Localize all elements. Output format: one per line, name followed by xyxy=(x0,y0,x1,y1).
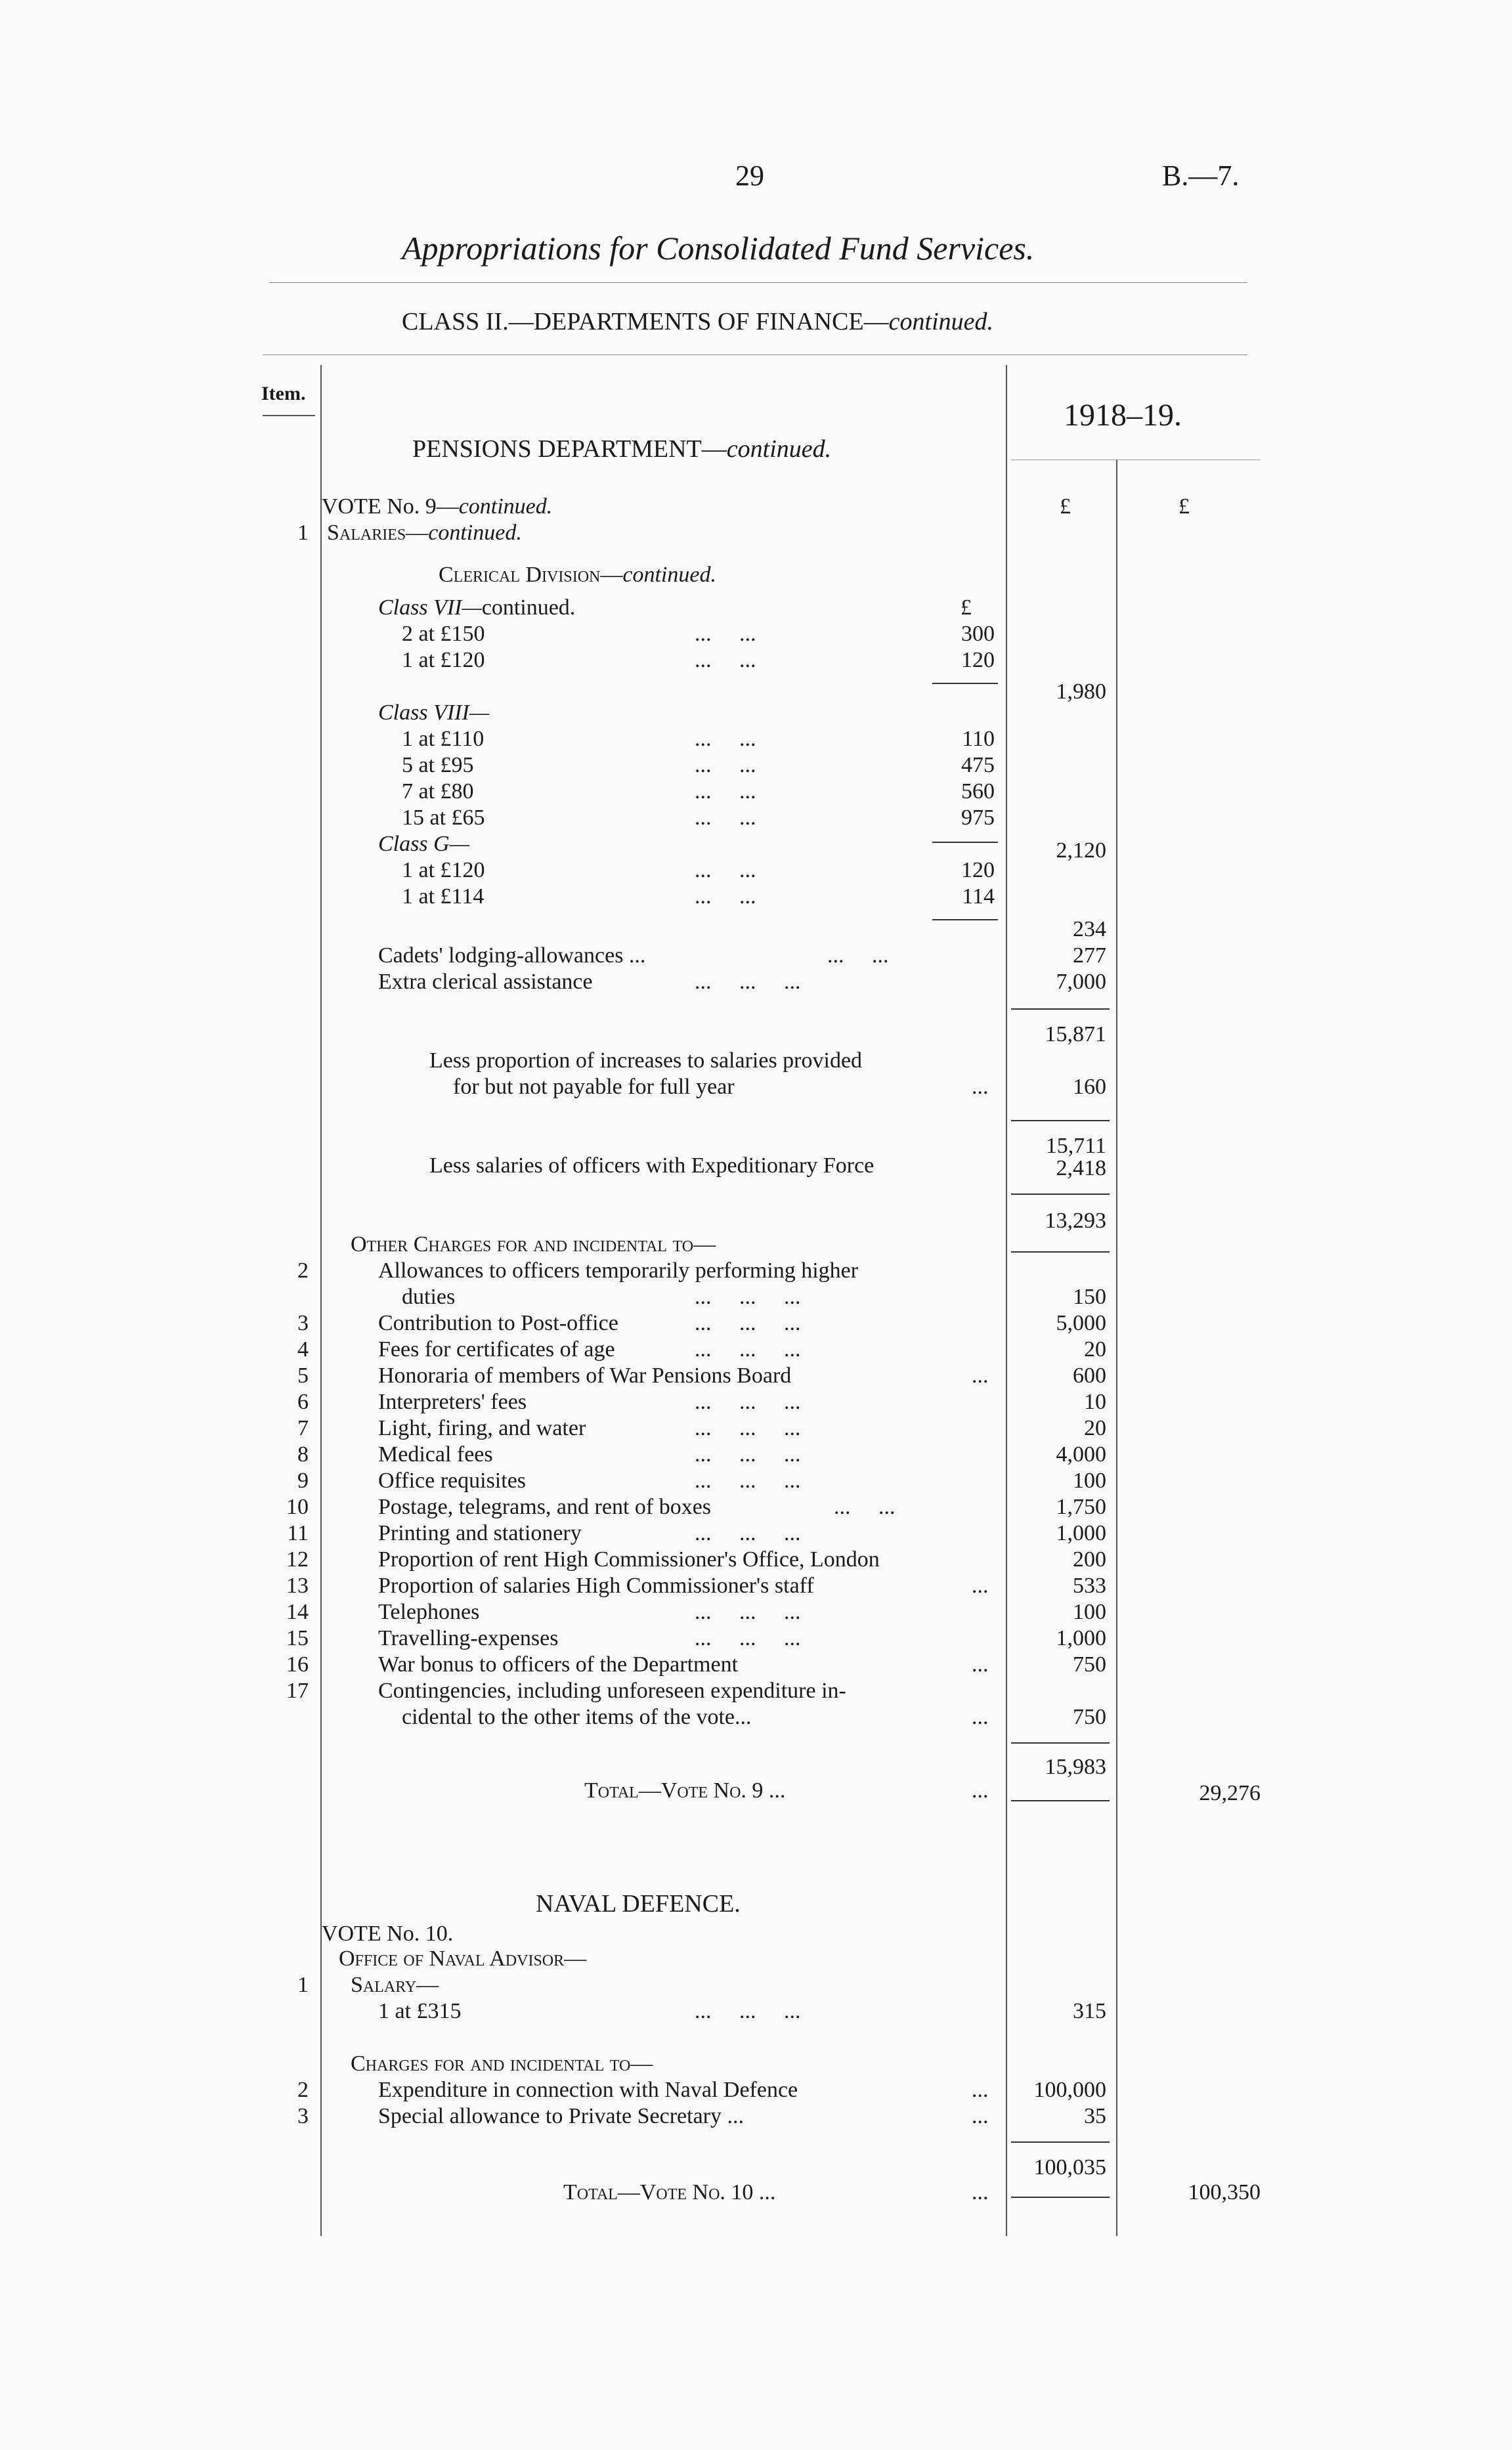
class-viii-total: 2,120 xyxy=(1056,838,1106,863)
row-amount: 315 xyxy=(1073,1999,1106,2023)
row-amount: 277 xyxy=(1073,943,1106,968)
row-label: 1 at £114 xyxy=(402,884,485,909)
vote10-total-label xyxy=(563,2180,775,2206)
row-label: 5 at £95 xyxy=(402,753,474,777)
row-amount: 750 xyxy=(1073,1652,1106,1677)
subtotal-1: 15,871 xyxy=(1045,1022,1106,1046)
row-label: 15 at £65 xyxy=(402,806,485,830)
row-dots: ... ... xyxy=(695,622,756,646)
row-amount: 300 xyxy=(961,622,995,646)
row-dots: ... ... xyxy=(827,943,889,968)
vote9-title-suffix: continued. xyxy=(458,494,553,519)
class-line-main: CLASS II.—DEPARTMENTS OF FINANCE— xyxy=(402,308,889,335)
item-number: 2 xyxy=(297,1258,309,1283)
row-amount: 20 xyxy=(1084,1337,1106,1362)
row-label-continued: duties xyxy=(402,1285,456,1309)
vote10-total-text: Total—Vote No. 10 ... xyxy=(563,2180,776,2204)
row-label: 1 at £120 xyxy=(402,648,485,672)
department-heading-suffix: continued. xyxy=(726,435,832,463)
row-amount: 1,000 xyxy=(1056,1521,1106,1545)
row-label-continued: cidental to the other items of the vote... xyxy=(402,1705,752,1729)
item-number: 9 xyxy=(297,1469,309,1493)
clerical-division-heading xyxy=(439,562,716,588)
class-vii-rule xyxy=(932,683,998,684)
row-amount: 100,000 xyxy=(1033,2078,1106,2102)
item-number: 3 xyxy=(297,2104,309,2128)
row-label: Postage, telegrams, and rent of boxes xyxy=(378,1495,712,1519)
vote9-total-dots: ... xyxy=(972,1778,989,1803)
less-increases-line1: Less proportion of increases to salaries provided xyxy=(429,1048,863,1073)
row-label: Extra clerical assistance xyxy=(378,970,593,994)
amount-column-divider-1 xyxy=(1006,365,1007,2236)
row-dots: ... ... ... xyxy=(695,1626,801,1650)
class-g-rule xyxy=(932,919,998,920)
row-label: 7 at £80 xyxy=(402,779,474,804)
salaries-heading-suffix: continued. xyxy=(428,521,522,545)
class-g-total: 234 xyxy=(1073,917,1106,941)
row-label: Fees for certificates of age xyxy=(378,1337,615,1362)
item-column-header: Item. xyxy=(261,383,306,404)
salaries-heading xyxy=(327,520,522,546)
item-number: 14 xyxy=(286,1600,309,1624)
row-amount: 150 xyxy=(1073,1285,1106,1309)
item-number: 8 xyxy=(297,1442,309,1467)
clerical-division-main: Clerical Division— xyxy=(439,563,623,587)
less-expeditionary-label: Less salaries of officers with Expeditionary Force xyxy=(429,1153,875,1178)
row-dots: ... xyxy=(972,2078,989,2102)
row-amount: 560 xyxy=(961,779,995,804)
row-label: Proportion of salaries High Commissioner's staff xyxy=(378,1574,814,1598)
class-line xyxy=(402,309,993,335)
item-number: 17 xyxy=(286,1679,309,1703)
row-label: Proportion of rent High Commissioner's Office, London xyxy=(378,1547,880,1572)
item-number: 10 xyxy=(286,1495,309,1519)
row-dots: ... xyxy=(972,1364,989,1388)
row-dots: ... ... xyxy=(695,858,756,882)
item-number: 1 xyxy=(297,1973,309,1997)
class-vii-total: 1,980 xyxy=(1056,679,1106,704)
naval-charges-total-underline xyxy=(1011,2197,1110,2198)
charges-total-rule xyxy=(1011,1742,1110,1744)
currency-symbol-total: £ xyxy=(1178,494,1190,519)
office-naval-advisor: Office of Naval Advisor— xyxy=(339,1946,587,1971)
row-dots: ... xyxy=(972,1652,989,1677)
naval-charges-total: 100,035 xyxy=(1033,2155,1106,2180)
class-viii-rule xyxy=(932,842,998,843)
subtotal1-rule xyxy=(1011,1008,1110,1010)
currency-symbol-subdetail: £ xyxy=(961,595,972,620)
row-amount: 533 xyxy=(1073,1574,1106,1598)
amount-column-divider-2 xyxy=(1116,460,1117,2236)
row-label: Telephones xyxy=(378,1600,480,1624)
subtotal3-rule xyxy=(1011,1193,1110,1195)
row-dots: ... ... ... xyxy=(695,1311,801,1335)
year-heading: 1918–19. xyxy=(1064,398,1182,433)
less-increases-line2: for but not payable for full year xyxy=(453,1075,735,1099)
item-number: 2 xyxy=(297,2078,309,2102)
row-amount: 975 xyxy=(961,806,995,830)
row-label: Expenditure in connection with Naval Defence xyxy=(378,2078,798,2102)
clerical-division-suffix: continued. xyxy=(622,563,716,587)
row-label: 1 at £110 xyxy=(402,727,485,751)
naval-charges-heading: Charges for and incidental to— xyxy=(351,2052,653,2076)
salaries-heading-main: Salaries— xyxy=(327,521,429,545)
row-label: Travelling-expenses xyxy=(378,1626,559,1650)
row-label: Honoraria of members of War Pensions Board xyxy=(378,1364,792,1388)
row-label: Printing and stationery xyxy=(378,1521,582,1545)
row-dots: ... ... ... xyxy=(695,1416,801,1440)
row-label: Allowances to officers temporarily performing higher xyxy=(378,1258,859,1283)
row-amount: 750 xyxy=(1073,1705,1106,1729)
document-code: B.—7. xyxy=(1162,160,1240,192)
vote9-title-main: VOTE No. 9— xyxy=(322,494,459,519)
item-number: 15 xyxy=(286,1626,309,1650)
row-label: 2 at £150 xyxy=(402,622,485,646)
subtotal-2: 15,711 xyxy=(1045,1134,1106,1158)
page-number: 29 xyxy=(735,160,764,192)
item-number: 16 xyxy=(286,1652,309,1677)
row-dots: ... xyxy=(972,1574,989,1598)
row-dots: ... ... ... xyxy=(695,1390,801,1414)
item-number: 12 xyxy=(286,1547,309,1572)
row-amount: 5,000 xyxy=(1056,1311,1106,1335)
item-number: 4 xyxy=(297,1337,309,1362)
subtotal2-rule xyxy=(1011,1120,1110,1121)
row-label: Light, firing, and water xyxy=(378,1416,586,1440)
subtotal-3: 13,293 xyxy=(1045,1209,1106,1233)
item-number: 1 xyxy=(297,521,309,545)
vote9-total-text: Total—Vote No. 9 ... xyxy=(584,1778,786,1803)
row-label: 1 at £120 xyxy=(402,858,485,882)
row-dots: ... ... xyxy=(695,648,756,672)
row-amount: 10 xyxy=(1084,1390,1106,1414)
department-heading xyxy=(412,436,831,462)
row-amount: 200 xyxy=(1073,1547,1106,1572)
item-number: 5 xyxy=(297,1364,309,1388)
page-title: Appropriations for Consolidated Fund Services. xyxy=(402,230,1035,267)
row-label: Interpreters' fees xyxy=(378,1390,527,1414)
row-amount: 600 xyxy=(1073,1364,1106,1388)
item-number: 3 xyxy=(297,1311,309,1335)
row-dots: ... ... ... xyxy=(695,1521,801,1545)
naval-salary-heading: Salary— xyxy=(351,1973,439,1997)
class-line-suffix: continued. xyxy=(888,308,993,335)
row-dots: ... ... xyxy=(695,884,756,909)
row-amount: 35 xyxy=(1084,2104,1106,2128)
row-dots: ... xyxy=(972,2104,989,2128)
row-dots: ... ... ... xyxy=(695,1285,801,1309)
row-amount: 7,000 xyxy=(1056,970,1106,994)
row-dots: ... ... xyxy=(834,1495,896,1519)
vote10-title: VOTE No. 10. xyxy=(322,1922,454,1946)
row-amount: 475 xyxy=(961,753,995,777)
less-increases-amount: 160 xyxy=(1073,1075,1106,1099)
row-dots: ... ... ... xyxy=(695,1469,801,1493)
row-label: Special allowance to Private Secretary ... xyxy=(378,2104,744,2128)
vote9-total-label xyxy=(584,1778,785,1804)
row-dots: ... ... xyxy=(695,806,756,830)
row-label: Contingencies, including unforeseen expenditure in- xyxy=(378,1679,846,1703)
class-viii-heading: Class VIII— xyxy=(378,700,490,725)
row-amount: 4,000 xyxy=(1056,1442,1106,1467)
row-dots: ... xyxy=(972,1705,989,1729)
row-label: Medical fees xyxy=(378,1442,493,1467)
row-dots: ... ... xyxy=(695,779,756,804)
class-vii-suffix: continued. xyxy=(481,595,576,620)
naval-charges-total-rule xyxy=(1011,2141,1110,2143)
row-amount: 110 xyxy=(962,727,995,751)
currency-symbol-detail: £ xyxy=(1060,494,1071,519)
row-amount: 120 xyxy=(961,858,995,882)
row-label: Office requisites xyxy=(378,1469,527,1493)
subtotal3-underline xyxy=(1011,1251,1110,1253)
item-header-rule xyxy=(263,415,315,416)
row-amount: 100 xyxy=(1073,1600,1106,1624)
item-column-divider xyxy=(320,365,322,2236)
row-amount: 1,000 xyxy=(1056,1626,1106,1650)
row-amount: 114 xyxy=(962,884,995,909)
vote10-total-dots: ... xyxy=(972,2180,989,2204)
vote9-total-amount: 29,276 xyxy=(1199,1781,1261,1805)
row-label: Cadets' lodging-allowances ... xyxy=(378,943,646,968)
charges-total: 15,983 xyxy=(1045,1755,1106,1779)
charges-total-underline xyxy=(1011,1800,1110,1801)
less-increases-dots: ... xyxy=(972,1075,989,1099)
row-dots: ... ... ... xyxy=(695,1442,801,1467)
class-vii-heading xyxy=(378,595,575,621)
vote9-title xyxy=(322,494,552,520)
row-amount: 1,750 xyxy=(1056,1495,1106,1519)
row-dots: ... ... xyxy=(695,727,756,751)
row-label: 1 at £315 xyxy=(378,1999,462,2023)
row-dots: ... ... ... xyxy=(695,1999,801,2023)
less-expeditionary-amount: 2,418 xyxy=(1056,1156,1106,1180)
row-dots: ... ... ... xyxy=(695,970,801,994)
vote10-total-amount: 100,350 xyxy=(1188,2180,1261,2204)
other-charges-heading: Other Charges for and incidental to— xyxy=(351,1232,716,1257)
item-number: 7 xyxy=(297,1416,309,1440)
class-g-heading: Class G— xyxy=(378,832,469,856)
item-number: 6 xyxy=(297,1390,309,1414)
naval-defence-heading: NAVAL DEFENCE. xyxy=(536,1890,741,1918)
item-number: 13 xyxy=(286,1574,309,1598)
row-amount: 120 xyxy=(961,648,995,672)
row-dots: ... ... ... xyxy=(695,1337,801,1362)
row-dots: ... ... ... xyxy=(695,1600,801,1624)
row-dots: ... ... xyxy=(695,753,756,777)
title-rule xyxy=(269,282,1247,283)
row-label: War bonus to officers of the Department xyxy=(378,1652,739,1677)
row-amount: 20 xyxy=(1084,1416,1106,1440)
department-heading-main: PENSIONS DEPARTMENT— xyxy=(412,435,727,463)
row-label: Contribution to Post-office xyxy=(378,1311,618,1335)
item-number: 11 xyxy=(287,1521,309,1545)
class-vii-main: Class VII— xyxy=(378,595,482,620)
row-amount: 100 xyxy=(1073,1469,1106,1493)
